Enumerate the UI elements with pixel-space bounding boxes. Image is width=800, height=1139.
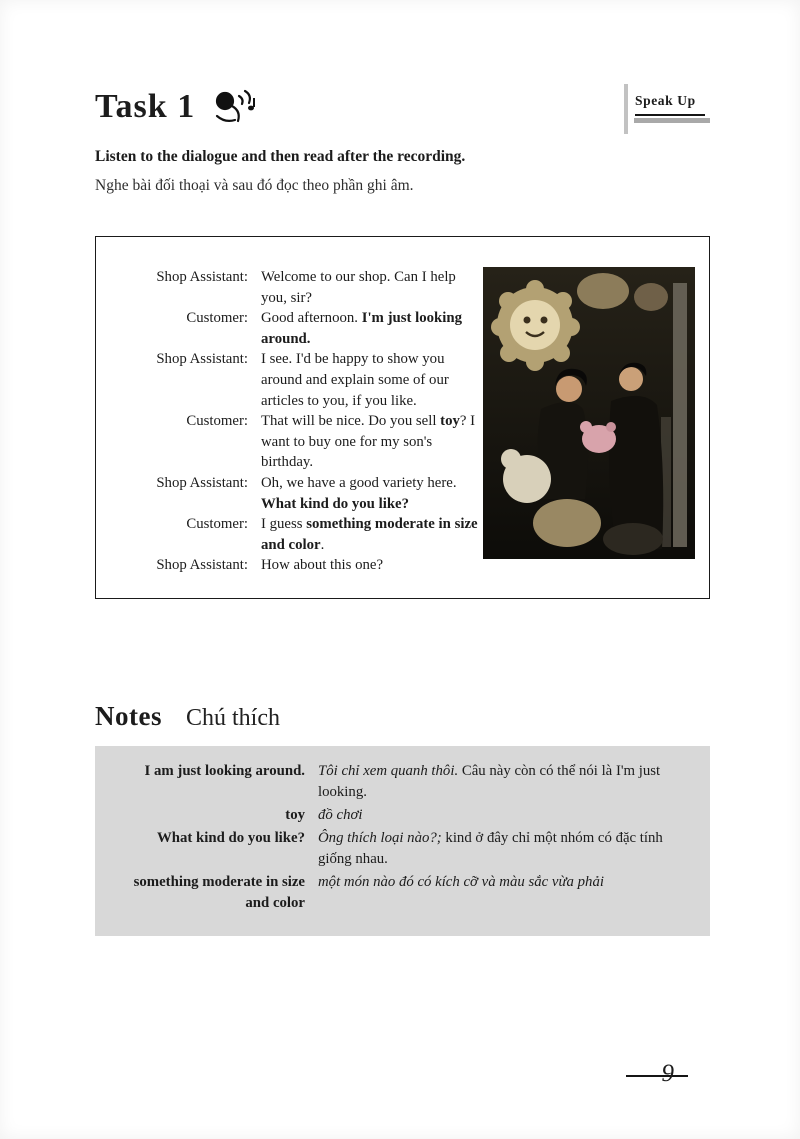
task-title-wrap bbox=[95, 82, 257, 131]
dialogue-speaker: Shop Assistant: bbox=[156, 474, 248, 491]
page-footer bbox=[95, 1060, 710, 1106]
dialogue-text: How about this one? bbox=[261, 557, 384, 574]
corner-rule-gray bbox=[634, 118, 710, 123]
note-term: I am just looking around. bbox=[144, 763, 305, 779]
notes-heading-vietnamese: Chú thích bbox=[185, 705, 280, 731]
dialogue-speaker: Customer: bbox=[186, 516, 248, 533]
dialogue-speaker: Customer: bbox=[186, 413, 248, 430]
dialogue-text: Welcome to our shop. Can I help you, sir? bbox=[261, 269, 456, 306]
notes-box bbox=[95, 746, 710, 936]
shop-photo bbox=[483, 267, 695, 559]
notes-heading bbox=[95, 701, 710, 732]
note-definition: một món nào đó có kích cỡ và màu sắc vừa phải bbox=[318, 874, 604, 890]
corner-label: Speak Up bbox=[635, 93, 696, 108]
dialogue-speaker: Shop Assistant: bbox=[156, 557, 248, 574]
note-term: toy bbox=[285, 807, 305, 823]
dialogue-speaker: Customer: bbox=[186, 310, 248, 327]
dialogue-text: I see. I'd be happy to show you around and explain some of our articles to you, if you like. bbox=[261, 351, 449, 409]
note-definition: Ông thích loại nào?; kind ở đây chỉ một nhóm có đặc tính giống nhau. bbox=[318, 830, 663, 867]
instruction-vietnamese: Nghe bài đối thoại và sau đó đọc theo phần ghi âm. bbox=[95, 177, 414, 194]
speak-up-corner bbox=[624, 84, 710, 134]
footer-rule bbox=[626, 1075, 688, 1077]
dialogue-text: Oh, we have a good variety here. What kind do you like? bbox=[261, 474, 457, 512]
instruction-english: Listen to the dialogue and then read after the recording. bbox=[95, 148, 466, 165]
header-row bbox=[95, 82, 710, 134]
dialogue-speaker: Shop Assistant: bbox=[156, 351, 248, 368]
dialogue-text: That will be nice. Do you sell toy? I want to buy one for my son's birthday. bbox=[261, 413, 476, 471]
corner-rule-black bbox=[635, 114, 705, 116]
corner-inner bbox=[635, 84, 710, 134]
listening-doodle-icon bbox=[207, 86, 257, 131]
note-term: What kind do you like? bbox=[156, 830, 305, 846]
dialogue-box bbox=[95, 236, 710, 599]
corner-vertical-bar bbox=[624, 84, 628, 134]
task-title: Task 1 bbox=[95, 87, 196, 125]
notes-heading-english: Notes bbox=[95, 701, 162, 731]
note-definition: đồ chơi bbox=[318, 807, 363, 823]
page-number: 9 bbox=[661, 1060, 674, 1087]
dialogue-text: I guess something moderate in size and color. bbox=[261, 516, 478, 553]
page-content bbox=[95, 0, 710, 1106]
dialogue-rows bbox=[120, 267, 482, 578]
dialogue-speaker: Shop Assistant: bbox=[156, 269, 248, 285]
note-term: something moderate in size and color bbox=[133, 874, 305, 911]
dialogue-text: Good afternoon. I'm just looking around. bbox=[261, 310, 462, 347]
sun-plush bbox=[491, 280, 580, 371]
note-definition: Tôi chỉ xem quanh thôi. Câu này còn có thể nói là I'm just looking. bbox=[318, 763, 661, 800]
